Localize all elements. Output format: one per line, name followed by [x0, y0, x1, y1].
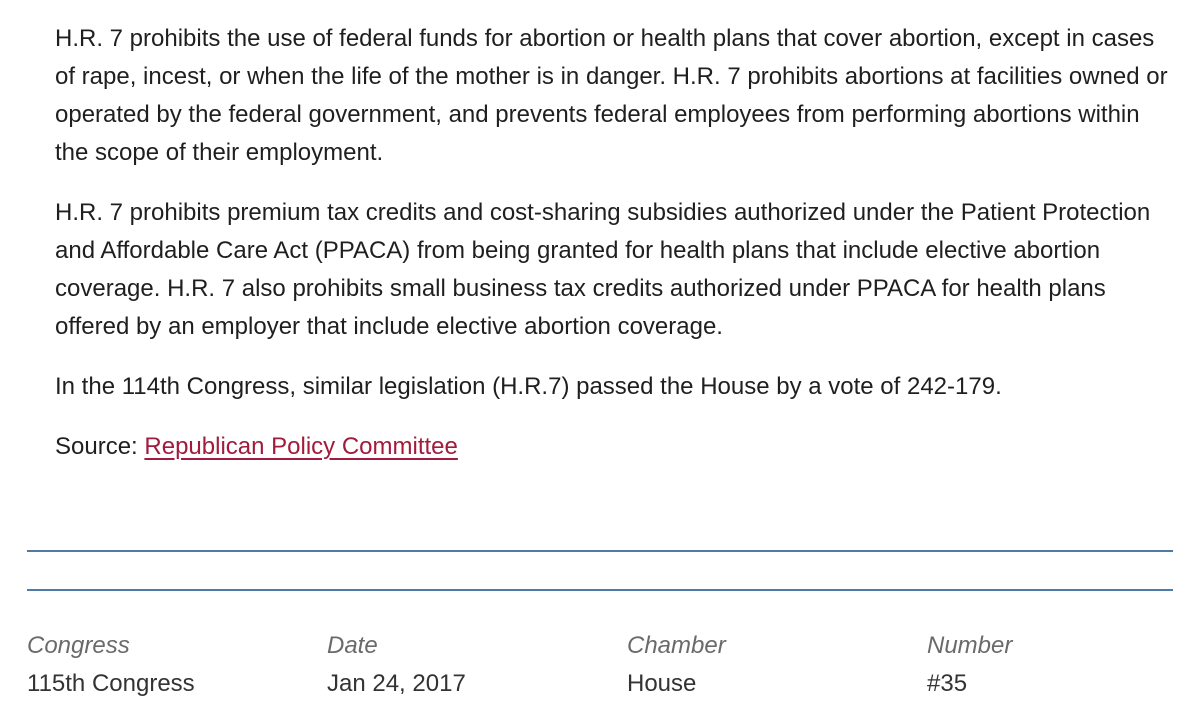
bill-meta-row — [27, 628, 1177, 697]
meta-number-label: Number — [927, 632, 1013, 659]
meta-date-label: Date — [327, 632, 378, 659]
meta-date — [327, 628, 466, 702]
meta-chamber-value: House — [627, 670, 697, 697]
source-line — [55, 428, 1175, 466]
paragraph-tax-credits: H.R. 7 prohibits premium tax credits and cost-sharing subsidies authorized under the Patient Protection and Affordable Care Act (PPACA) from being granted for health plans that include elective abortion coverage. H.R. 7 also prohibits small business tax credits authorized under PPACA for health plans offered by an employer that include elective abortion coverage. — [55, 199, 1151, 340]
meta-number-value: #35 — [927, 670, 968, 697]
meta-congress — [27, 628, 195, 702]
paragraph-funding: H.R. 7 prohibits the use of federal funds for abortion or health plans that cover abortion, except in cases of rape, incest, or when the life of the mother is in danger. H.R. 7 prohibits abortions at facilities owned or operated by the federal government, and prevents federal employees from performing abortions within the scope of their employment. — [55, 25, 1168, 166]
divider-bottom — [27, 589, 1173, 591]
source-label: Source: — [55, 433, 145, 460]
meta-chamber — [627, 628, 726, 702]
meta-congress-label: Congress — [27, 632, 130, 659]
meta-number — [927, 628, 1012, 702]
meta-chamber-label: Chamber — [627, 632, 726, 659]
source-link[interactable]: Republican Policy Committee — [144, 433, 458, 460]
article-body — [55, 20, 1175, 466]
paragraph-prior-vote: In the 114th Congress, similar legislation (H.R.7) passed the House by a vote of 242-179. — [55, 373, 1002, 400]
divider-top — [27, 550, 1173, 552]
meta-date-value: Jan 24, 2017 — [327, 670, 466, 697]
meta-congress-value: 115th Congress — [27, 670, 195, 697]
